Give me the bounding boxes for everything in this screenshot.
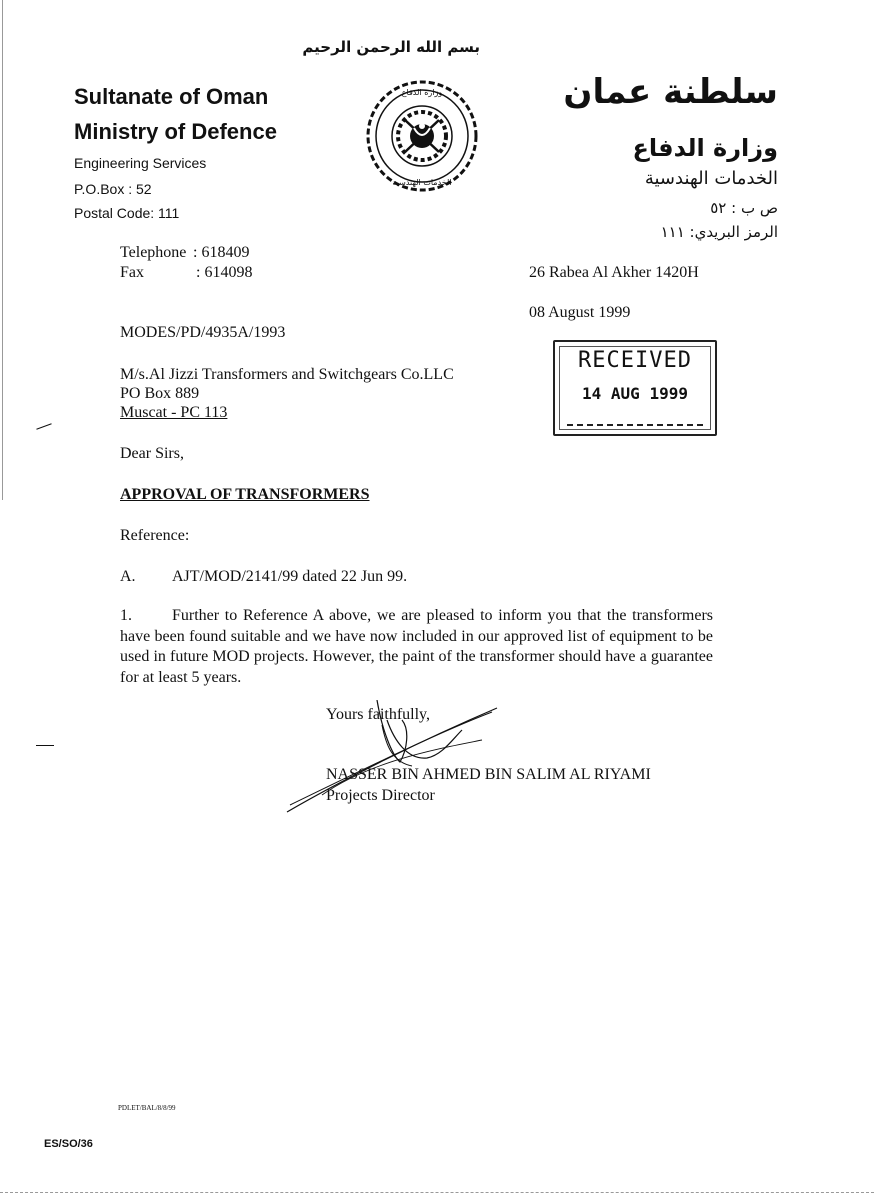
letter-date: 08 August 1999 — [529, 304, 631, 321]
salutation: Dear Sirs, — [120, 445, 184, 462]
closing: Yours faithfully, — [326, 706, 431, 723]
addressee-line-2: PO Box 889 — [120, 385, 200, 402]
body-paragraph — [120, 606, 713, 688]
stamp-signature-line — [567, 424, 703, 426]
emblem-ring-bottom-text: الخدمات الهندسية — [392, 178, 452, 187]
ministry-name: Ministry of Defence — [74, 119, 277, 144]
file-reference: PDLET/BAL/8/8/99 — [118, 1104, 176, 1112]
hijri-date: 26 Rabea Al Akher 1420H — [529, 264, 699, 281]
paragraph-number: 1. — [120, 607, 132, 624]
basmala-calligraphy: بسم الله الرحمن الرحيم — [302, 38, 480, 56]
reference-item-letter: A. — [120, 568, 136, 585]
org-name: Sultanate of Oman — [74, 84, 269, 109]
fax-value: : 614098 — [196, 264, 253, 281]
page-bottom-edge — [0, 1192, 874, 1193]
postal-code: Postal Code: 111 — [74, 205, 180, 221]
received-stamp — [553, 340, 717, 436]
scan-mark — [36, 423, 51, 429]
signatory-name: NASSER BIN AHMED BIN SALIM AL RIYAMI — [326, 766, 651, 783]
stamp-date: 14 AUG 1999 — [582, 384, 688, 403]
fax-label: Fax — [120, 264, 144, 281]
emblem-ring-top-text: وزارة الدفاع — [401, 88, 443, 97]
org-name-ar: سلطنة عمان — [563, 72, 778, 112]
department-name: Engineering Services — [74, 155, 207, 171]
scan-edge-line — [2, 0, 3, 500]
reference-label: Reference: — [120, 527, 190, 544]
scan-mark — [36, 745, 54, 746]
postal-code-ar: الرمز البريدي: ١١١ — [660, 223, 778, 241]
form-code: ES/SO/36 — [44, 1138, 93, 1150]
po-box-ar: ص ب : ٥٢ — [710, 199, 778, 217]
subject-line: APPROVAL OF TRANSFORMERS — [120, 486, 370, 503]
addressee-line-1: M/s.Al Jizzi Transformers and Switchgears Co.LLC — [120, 366, 454, 383]
ministry-name-ar: وزارة الدفاع — [632, 134, 778, 162]
department-name-ar: الخدمات الهندسية — [644, 168, 778, 189]
po-box: P.O.Box : 52 — [74, 181, 152, 197]
signatory-title: Projects Director — [326, 787, 435, 804]
reference-item-text: AJT/MOD/2141/99 dated 22 Jun 99. — [172, 568, 408, 585]
telephone-value: : 618409 — [193, 244, 250, 261]
addressee-line-3: Muscat - PC 113 — [120, 404, 228, 421]
telephone-label: Telephone — [120, 244, 187, 261]
reference-code: MODES/PD/4935A/1993 — [120, 324, 286, 341]
stamp-title: RECEIVED — [578, 348, 692, 373]
paragraph-text: Further to Reference A above, we are pleased to inform you that the transformers have been found suitable and we have now included in our approved list of equipment to be used in future MOD projects. However, the paint of the transformer should have a guarantee for at least 5 years. — [120, 607, 713, 686]
